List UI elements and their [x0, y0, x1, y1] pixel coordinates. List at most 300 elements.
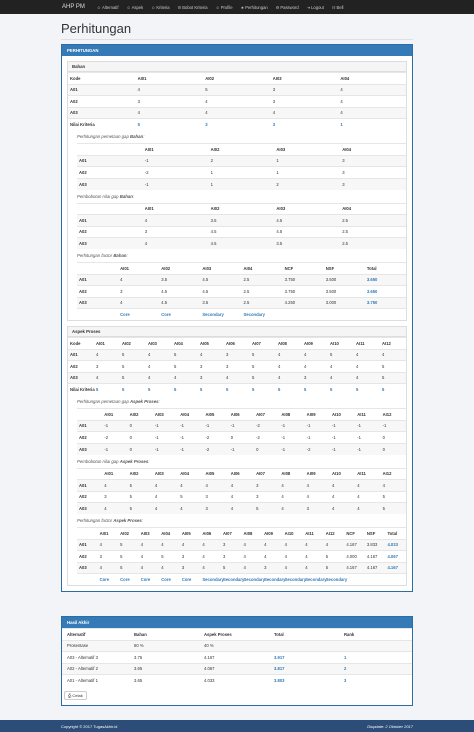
column-header: AI05: [205, 411, 215, 417]
column-header: Bahan: [134, 631, 147, 637]
column-header: AI07: [256, 471, 265, 477]
table-cell: Secondary: [202, 312, 224, 317]
table-row: [77, 503, 406, 515]
table-cell: -1: [306, 434, 311, 440]
proses-values-table: [68, 337, 406, 395]
column-header: AI10: [331, 471, 341, 477]
caption-text: Perhitungan pemetaan gap: [77, 399, 129, 404]
table-cell: Secondary: [305, 577, 327, 582]
aspek-proses-heading: Aspek Proses: [68, 327, 406, 337]
table-cell: 4: [161, 542, 164, 548]
table-cell: -1: [357, 423, 361, 429]
table-cell: 3: [256, 482, 259, 488]
table-cell: 4: [330, 375, 333, 381]
table-cell: -1: [144, 181, 149, 187]
table-cell: Secondary: [243, 312, 265, 317]
table-cell: 2.5: [243, 300, 250, 306]
table-cell: 4.167: [346, 565, 357, 571]
section-caption: Perhitungan factor Aspek Proses:: [77, 518, 143, 523]
column-header: AI03: [148, 340, 157, 346]
table-cell: A02: [79, 434, 87, 440]
table-cell: A02: [79, 494, 87, 500]
brand-logo[interactable]: AHP PM: [62, 4, 85, 10]
print-icon: ⎙: [68, 693, 72, 698]
table-cell: 3: [306, 506, 310, 511]
column-header: AI04: [340, 75, 350, 81]
column-header: AI01: [99, 530, 109, 536]
table-cell: A01: [79, 482, 87, 488]
table-cell: [344, 574, 365, 586]
table-cell: 4.250: [284, 300, 296, 306]
table-cell: 3.650: [366, 277, 378, 283]
table-cell: 3: [96, 363, 99, 369]
nav-item-password[interactable]: [276, 5, 299, 10]
table-cell: 5: [120, 542, 123, 548]
table-cell: 4: [104, 506, 107, 511]
table-cell: 5: [122, 375, 125, 381]
table-cell: -1: [205, 423, 210, 429]
table-cell: Core: [120, 312, 130, 317]
column-header: AI06: [230, 411, 240, 417]
caption-bold: Aspek Proses: [119, 458, 149, 464]
table-cell: 4: [205, 98, 208, 104]
table-row: [77, 155, 406, 167]
nav-item-label: Alternatif: [102, 4, 119, 10]
column-header: AI02: [205, 75, 215, 81]
table-cell: 5: [174, 387, 177, 392]
table-cell: 60 %: [134, 643, 144, 649]
table-cell: -1: [382, 423, 387, 429]
table-cell: 5: [120, 553, 123, 559]
caption-text: Perhitungan factor: [77, 518, 113, 523]
proses-gap-table: [77, 408, 406, 455]
table-cell: [342, 640, 412, 652]
table-cell: 4: [340, 87, 343, 93]
table-cell: 4: [202, 565, 205, 571]
table-cell: 4: [140, 565, 144, 571]
table-cell: 4.167: [366, 565, 378, 571]
table-cell: -1: [281, 446, 286, 452]
table-cell: 3: [144, 229, 148, 235]
nav-item-label: Perhitungan: [245, 4, 268, 10]
table-cell: A01: [79, 542, 87, 548]
table-cell: Secondary: [284, 577, 307, 582]
nav-menu: [97, 5, 352, 10]
nav-item-alternatif[interactable]: [97, 5, 119, 10]
table-cell: 4: [356, 363, 359, 369]
table-cell: A02: [79, 553, 87, 559]
table-cell: 4: [281, 482, 284, 488]
table-row: [77, 443, 406, 455]
nav-item-label: Logout: [311, 4, 324, 10]
table-cell: [365, 309, 406, 321]
table-cell: 4: [205, 110, 208, 116]
table-cell: 3: [104, 494, 107, 500]
table-row: [77, 167, 406, 179]
print-button[interactable]: [64, 691, 87, 700]
column-header: AI05: [200, 340, 209, 346]
table-cell: 1: [210, 169, 213, 175]
table-row: [62, 640, 412, 652]
column-header: Kode: [70, 75, 81, 81]
column-header: AI12: [382, 471, 392, 477]
table-cell: 5: [174, 363, 177, 369]
table-cell: 4: [148, 375, 151, 381]
table-cell: Core: [161, 312, 171, 317]
column-header: AI03: [276, 206, 286, 212]
column-header: AI01: [144, 206, 154, 212]
star-icon: ★: [240, 4, 245, 10]
table-cell: A03: [70, 375, 78, 381]
table-cell: 4: [340, 110, 343, 116]
table-row: [68, 372, 406, 384]
table-row: [77, 562, 406, 574]
table-cell: 4: [99, 542, 102, 548]
table-cell: 5: [129, 506, 132, 511]
table-cell: 2.5: [243, 288, 250, 294]
caption-bold: Aspek Proses: [130, 399, 159, 404]
nav-item-logout[interactable]: [307, 5, 324, 10]
column-header: [77, 409, 102, 421]
table-cell: 4: [278, 352, 281, 358]
column-header: NCF: [284, 265, 294, 271]
table-cell: 5: [129, 494, 132, 500]
table-cell: 4: [382, 482, 385, 488]
table-cell: 3: [264, 565, 267, 571]
table-cell: 3.5: [210, 217, 217, 223]
caption-bold: Bahan: [130, 134, 144, 139]
table-row: [77, 539, 406, 551]
table-cell: 4: [284, 542, 287, 548]
column-header: AI01: [104, 411, 114, 417]
user-icon: ☺: [96, 4, 101, 10]
table-cell: A02 - Alternatif 2: [67, 666, 98, 672]
bahan-section: [67, 61, 407, 321]
column-header: AI03: [202, 265, 212, 271]
nav-item-bell[interactable]: [332, 5, 344, 10]
table-cell: 4.033: [204, 678, 215, 683]
table-cell: 4: [230, 506, 234, 511]
table-cell: 40 %: [204, 643, 214, 649]
column-header: AI03: [272, 75, 282, 81]
column-header: AI04: [180, 471, 190, 477]
column-header: AI11: [356, 340, 365, 346]
column-header: Total: [274, 631, 284, 637]
table-cell: -1: [154, 423, 159, 429]
table-cell: 4.5: [202, 288, 209, 294]
table-cell: 3: [304, 375, 307, 381]
table-row: [68, 107, 406, 119]
table-cell: 4: [148, 363, 151, 369]
table-cell: Core: [181, 577, 192, 582]
table-cell: 4: [174, 375, 177, 381]
updated-text: Diupdate: 2 Oktober 2017: [367, 723, 413, 729]
table-cell: 3.500: [325, 277, 337, 283]
bahan-bobot-table: [77, 203, 406, 250]
table-cell: 3.803: [274, 678, 285, 683]
list-icon: ☰: [177, 4, 182, 10]
table-cell: [77, 574, 98, 586]
copyright-text: Copyright © 2017 TugasAkhir.id: [61, 723, 118, 729]
nilai-kriteria-row: [68, 384, 406, 396]
table-cell: Prosentase: [67, 643, 89, 649]
table-cell: 4: [284, 565, 287, 571]
table-cell: 4: [284, 553, 287, 559]
table-cell: -1: [306, 423, 311, 429]
table-cell: -1: [180, 434, 184, 440]
table-cell: 3.750: [284, 277, 296, 283]
table-cell: A02: [79, 229, 87, 235]
table-cell: Secondary: [264, 577, 286, 582]
table-cell: 5: [226, 387, 229, 392]
column-header: AI02: [210, 206, 220, 212]
table-cell: Nilai Kriteria: [70, 122, 95, 127]
table-cell: 5: [120, 565, 123, 571]
table-cell: 5: [330, 352, 333, 358]
column-header: AI06: [226, 340, 235, 346]
table-cell: 5: [382, 387, 385, 392]
column-header: [77, 203, 143, 215]
column-header: AI07: [252, 340, 261, 346]
table-cell: -2: [306, 446, 311, 452]
column-header: AI02: [122, 340, 131, 346]
table-cell: 4: [357, 494, 360, 500]
column-header: [77, 144, 143, 156]
table-cell: 2: [276, 181, 279, 187]
table-cell: A01: [79, 277, 87, 283]
table-cell: -1: [357, 434, 361, 440]
nav-item-label: Bobot Kriteria: [182, 4, 208, 10]
table-cell: 5: [122, 352, 125, 358]
table-cell: -1: [331, 423, 336, 429]
table-cell: -1: [154, 434, 159, 440]
table-cell: 3: [181, 553, 185, 559]
table-row: [77, 551, 406, 563]
table-cell: 4: [140, 542, 144, 548]
table-cell: Core: [99, 577, 110, 582]
factor-type-row: [77, 309, 406, 321]
bahan-factor-table: [77, 262, 406, 320]
table-cell: 3: [205, 122, 208, 127]
column-header: AI09: [304, 340, 313, 346]
table-cell: 3: [222, 542, 226, 548]
column-header: AI10: [331, 411, 341, 417]
table-cell: 3.75: [134, 654, 143, 660]
table-cell: -2: [256, 423, 260, 429]
top-navbar: [0, 0, 474, 14]
table-cell: -1: [104, 423, 109, 429]
table-cell: 4: [205, 482, 208, 488]
column-header: AI05: [205, 471, 215, 477]
table-cell: 5: [200, 387, 203, 392]
settings-icon: ⚙: [275, 4, 280, 10]
table-cell: 4: [340, 98, 343, 104]
table-cell: 5: [252, 352, 255, 358]
logout-icon: ⇥: [306, 4, 311, 10]
table-cell: 5: [382, 494, 385, 500]
table-cell: 0: [256, 446, 259, 452]
table-cell: -1: [230, 423, 235, 429]
table-cell: 3.650: [366, 288, 378, 294]
table-cell: 3.750: [366, 300, 378, 306]
table-cell: 4: [281, 494, 284, 500]
table-cell: 4.167: [346, 542, 357, 548]
table-cell: 4: [137, 110, 140, 116]
table-cell: [77, 309, 118, 321]
table-cell: 3: [137, 98, 140, 104]
table-cell: Core: [140, 577, 151, 582]
column-header: AI02: [161, 265, 171, 271]
table-row: [68, 96, 406, 108]
column-header: AI10: [284, 530, 294, 536]
column-header: AI09: [306, 471, 316, 477]
perhitungan-panel: [61, 44, 413, 592]
table-cell: 5: [148, 387, 151, 392]
table-cell: 4: [154, 494, 158, 500]
column-header: AI04: [342, 206, 352, 212]
bahan-heading: Bahan: [68, 62, 406, 72]
hasil-table: [62, 628, 412, 686]
column-header: AI01: [144, 146, 154, 152]
table-cell: 5: [222, 565, 226, 571]
column-header: AI02: [210, 146, 220, 152]
table-row: [77, 420, 406, 432]
nilai-kriteria-row: [68, 119, 406, 131]
table-cell: 1: [276, 169, 279, 175]
table-cell: A02: [79, 288, 87, 294]
hasil-heading: Hasil Akhir: [62, 617, 412, 628]
table-cell: 4: [305, 553, 308, 559]
column-header: NSF: [325, 265, 335, 271]
aspek-proses-section: [67, 326, 407, 586]
column-header: AI01: [96, 340, 105, 346]
table-cell: 3.750: [284, 288, 296, 294]
table-cell: 3: [181, 565, 185, 571]
table-cell: 3.65: [134, 666, 143, 672]
table-cell: A02: [70, 98, 78, 104]
table-cell: A01: [79, 217, 87, 223]
table-cell: 1: [344, 654, 347, 660]
table-cell: A01: [70, 352, 78, 358]
table-cell: -1: [281, 434, 286, 440]
table-cell: -1: [104, 446, 109, 452]
table-cell: -1: [180, 446, 184, 452]
nav-item-perhitungan[interactable]: [241, 5, 268, 10]
table-cell: 4: [120, 277, 123, 283]
table-cell: [272, 640, 342, 652]
bahan-gap-table: [77, 143, 406, 190]
table-cell: 5: [330, 387, 333, 392]
table-cell: A01 - Alternatif 1: [67, 678, 98, 683]
table-cell: 5: [122, 363, 125, 369]
column-header: AI04: [342, 146, 352, 152]
column-header: AI06: [230, 471, 240, 477]
column-header: AI11: [357, 411, 366, 417]
table-cell: 3.817: [274, 666, 285, 672]
table-cell: A03: [79, 241, 87, 246]
table-cell: A03: [79, 446, 87, 452]
bahan-values-table: [68, 72, 406, 130]
column-header: [77, 263, 118, 275]
table-cell: A03 - Alternatif 3: [67, 654, 98, 660]
table-cell: 3: [205, 506, 208, 511]
caption-text: Pembobotan nilai gap: [77, 458, 119, 464]
column-header: AI08: [243, 530, 253, 536]
table-row: [77, 286, 406, 298]
column-header: AI06: [202, 530, 212, 536]
table-cell: 2.5: [342, 217, 349, 223]
table-cell: 2.5: [342, 229, 349, 235]
table-cell: 4: [356, 352, 359, 358]
table-cell: [324, 309, 365, 321]
table-cell: A02: [70, 363, 78, 369]
table-cell: 4.5: [210, 241, 217, 246]
column-header: AI08: [281, 471, 291, 477]
table-cell: 5: [174, 352, 177, 358]
table-row: [77, 274, 406, 286]
nav-item-label: Kriteria: [156, 4, 170, 10]
table-row: [77, 432, 406, 444]
table-cell: 4: [230, 482, 234, 488]
column-header: AI12: [382, 411, 392, 417]
table-cell: -1: [331, 434, 336, 440]
table-cell: 4: [180, 482, 183, 488]
table-cell: -1: [331, 446, 336, 452]
column-header: AI02: [129, 471, 139, 477]
column-header: AI08: [281, 411, 291, 417]
table-cell: -2: [205, 446, 210, 452]
table-cell: 5: [96, 387, 99, 392]
table-cell: 4: [357, 506, 360, 511]
table-cell: 1: [210, 181, 213, 187]
table-cell: 4: [382, 352, 385, 358]
table-cell: 4.033: [387, 542, 398, 548]
table-cell: A01: [79, 423, 87, 429]
column-header: Rank: [344, 631, 355, 637]
nav-item-aspek[interactable]: [127, 5, 144, 10]
table-cell: 4: [357, 482, 360, 488]
column-header: AI01: [120, 265, 129, 271]
table-cell: 4: [202, 553, 205, 559]
table-cell: A03: [70, 110, 78, 116]
section-caption: Perhitungan factor Bahan:: [77, 253, 128, 258]
table-cell: 4: [264, 553, 267, 559]
nav-item-kriteria[interactable]: [151, 5, 169, 10]
print-label: Cetak: [72, 693, 83, 698]
table-cell: 0: [129, 446, 132, 452]
table-row: [62, 652, 412, 664]
table-cell: 3: [120, 288, 123, 294]
column-header: AI08: [278, 340, 287, 346]
table-cell: 4.067: [387, 553, 398, 559]
table-cell: 5: [205, 87, 208, 93]
table-cell: -2: [104, 434, 109, 440]
table-cell: 3: [342, 181, 345, 187]
table-cell: 4.167: [387, 565, 398, 571]
table-cell: 3.917: [274, 654, 285, 660]
factor-type-row: [77, 574, 406, 586]
table-cell: Nilai Kriteria: [70, 387, 95, 392]
table-cell: 3.5: [202, 300, 209, 306]
table-cell: 3.5: [161, 277, 168, 283]
column-header: AI12: [382, 340, 391, 346]
nav-item-bobot-kriteria[interactable]: [178, 5, 208, 10]
column-header: NCF: [346, 530, 355, 536]
column-header: NSF: [366, 530, 376, 536]
table-cell: 4: [304, 352, 307, 358]
nav-item-profile[interactable]: [216, 5, 233, 10]
table-cell: Secondary: [222, 577, 245, 582]
